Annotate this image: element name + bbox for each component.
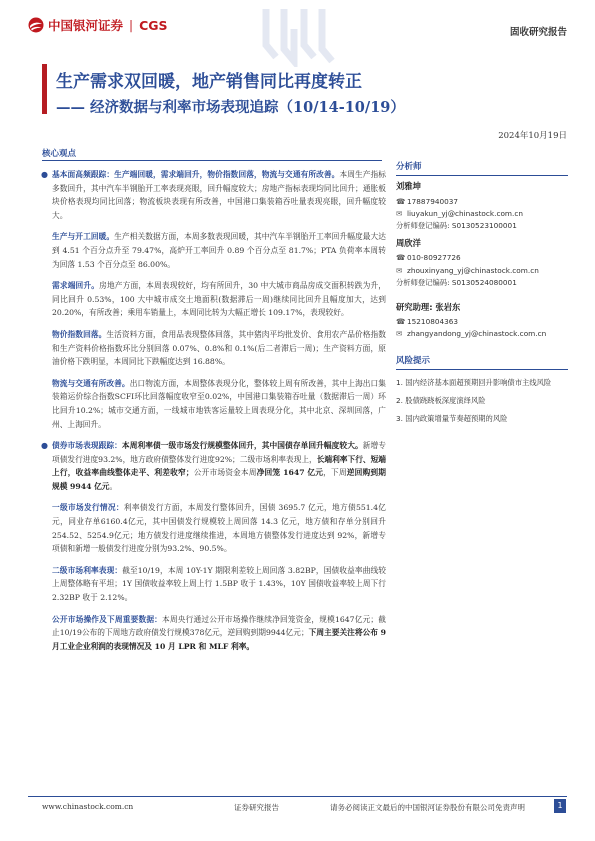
document-type: 固收研究报告 [509,27,567,38]
phone-text: 15210804363 [407,316,459,326]
paragraph-demand [52,279,386,320]
paragraph-lead: 债券市场表现跟踪： [52,441,122,451]
paragraph-text: 本周央行通过公开市场操作继续净回笼资金，规模1647亿元；截止10/19公布的下周地方政府债发行规模378亿元，逆回购到期9944亿元； [52,614,386,638]
analyst-card [396,180,568,233]
risk-list [396,374,568,428]
bullet-icon: ● [41,170,48,179]
paragraph-primary-market [52,501,386,555]
paragraph-lead: 需求端回升。 [52,281,100,291]
report-date: 2024年10月19日 [498,131,567,141]
paragraph-text: 。 [109,481,118,491]
paragraph-lead: 生产与开工回暖。 [52,232,115,242]
galaxy-logo-icon [28,17,44,33]
analyst-license: 分析师登记编码: S0130524080001 [396,277,517,287]
paragraph-text: 房地产方面，本周表现较好，均有所回升，30 中大城市商品房成交面积转跌为升，同比回升 0.53%，100 大中城市成交土地面积(数据滞后一周)继续同比回升且幅度加大，达到 20.20%，有所改善；乘用车销量上，本周同比转为大幅正增长 109.17%，表现较好。 [52,281,386,318]
logo-cn-text: 中国银河证券 [48,18,124,33]
analyst-phone [396,195,568,208]
paragraph-text: 生产相关数据方面，本周多数表现回暖，其中汽车半钢胎开工率回升幅度最大达到 4.51 个百分点升至 79.47%，高炉开工率回升 0.89 个百分点至 81.7%；PTA 负荷率本周转为回落 1.53 个百分点至 86.00%。 [52,232,386,269]
paragraph-open-market [52,613,386,654]
footer-divider [28,796,567,797]
analyst-card [396,237,568,290]
analyst-email[interactable] [396,208,568,221]
title-accent-bar [42,64,47,114]
mail-icon: ✉ [396,265,403,275]
report-title: 生产需求双回暖，地产销售同比再度转正 [56,72,362,92]
assistant-email[interactable] [396,328,568,341]
core-views-divider [42,160,382,161]
paragraph-bond-market [41,439,386,493]
main-content [41,168,386,661]
paragraph-strong: 本周利率债一级市场发行规模整体回升，其中国债存单回升幅度较大。 [121,441,363,451]
company-logo [28,16,168,34]
paragraph-lead: 物价指数回落。 [52,329,107,339]
paragraph-lead: 二级市场利率表现： [52,565,123,575]
page-number: 1 [554,799,566,813]
paragraph-secondary-market [52,564,386,605]
paragraph-lead: 公开市场操作及下周重要数据： [52,614,163,624]
paragraph-lead: 基本面高频跟踪：生产端回暖，需求端回升，物价指数回落，物流与交通有所改善。 [52,170,340,179]
paragraph-text: 出口物流方面，本周整体表现分化，整体较上周有所改善，其中上海出口集装箱运价综合指数SCFI环比回落幅度收窄至0.02%，中国港口集装箱吞吐量（数据滞后一周）环比回升10.2%；城市交通方面，一线城市地铁客运量较上周表现分化，其中北京、深圳回落，广州、上海回升。 [52,378,386,429]
phone-icon: ☎ [396,196,406,206]
footer-website-link[interactable]: www.chinastock.com.cn [42,802,134,811]
paragraph-lead: 一级市场发行情况： [52,503,124,513]
analyst-phone [396,252,568,265]
paragraph-prices [52,328,386,369]
mail-icon: ✉ [396,329,403,339]
paragraph-strong: 下周主要关注将公布 9 月工业企业利润的表现情况及 10 月 LPR 和 MLF 利率。 [52,628,386,651]
risk-item: 3. 国内政策增量节奏超预期的风险 [396,414,508,423]
analyst-name: 周欣洋 [396,237,421,248]
logo-separator: | [129,18,134,32]
phone-text: 010-80927726 [407,253,461,263]
email-text[interactable]: liuyakun_yj@chinastock.com.cn [407,209,523,219]
risk-item: 2. 股债跷跷板深度演绎风险 [396,396,486,405]
mail-icon: ✉ [396,209,403,219]
risk-heading: 风险提示 [396,354,568,370]
analyst-license: 分析师登记编码: S0130523100001 [396,221,517,231]
paragraph-text: 利率债发行方面，本周发行整体回升，国债 3695.7 亿元，地方债551.4亿元，同业存单6160.4亿元，其中国债发行规模较上周回落 14.3 亿元，地方债和存单分别回升 254.52、5254.9亿元；地方债发行进度继续推进，本周地方债整体发行进度达到 92%，新增专项债和新增一般债发行进度分别为93.2%、90.5%。 [52,503,386,554]
footer-report-type: 证券研究报告 [234,803,279,812]
assistant-name: 研究助理: 张岩东 [396,302,461,312]
email-text[interactable]: zhouxinyang_yj@chinastock.com.cn [407,265,539,275]
paragraph-text: 公开市场资金本周 [193,468,257,478]
paragraph-text: 新增专项债发行进度93.2%，地方政府债整体发行进度92%；二级市场利率表现上， [52,441,386,464]
phone-icon: ☎ [396,316,406,326]
analyst-email[interactable] [396,264,568,277]
paragraph-text: 截至10/19，本周 10Y-1Y 期限利差较上周回落 3.82BP，国债收益率曲线较上周整体略有平坦；1Y 国债收益率较上周上行 1.5BP 收于 1.43%，10Y 国债收益率较上周下行 2.32BP 收于 2.12%。 [52,565,386,603]
phone-icon: ☎ [396,253,406,263]
paragraph-fundamentals [41,168,386,222]
paragraph-lead: 物流与交通有所改善。 [52,378,130,388]
email-text[interactable]: zhangyandong_yj@chinastock.com.cn [407,329,547,339]
sidebar [396,160,568,428]
paragraph-strong: 逆回购到期规模 9944 亿元 [52,468,386,491]
analyst-heading: 分析师 [396,160,568,176]
paragraph-text: 本周生产指标多数回升，其中汽车半钢胎开工率表现亮眼，回升幅度较大；房地产指标表现均同比回升；通胀板块价格表现均同比回落；物流板块表现有所改善，中国港口集装箱吞吐量表现亮眼，回升幅度较大。 [52,170,386,220]
analyst-name: 刘雅坤 [396,181,421,191]
phone-text: 17887940037 [407,196,459,206]
assistant-phone [396,315,568,328]
paragraph-text: ，下周 [323,468,347,478]
paragraph-text: 生活资料方面，食用品表现整体回落，其中猪肉平均批发价、食用农产品价格指数和生产资料价格指数环比分别回落 0.07%、0.8%和 0.1%(后二者滞后一周)；生产资料方面，原油价格下跌明显，本周同比下跌幅度达到 16.88%。 [52,329,386,367]
bullet-icon: ● [41,441,48,451]
paragraph-logistics [52,377,386,431]
core-views-label: 核心观点 [42,149,77,159]
footer-disclaimer: 请务必阅读正文最后的中国银河证券股份有限公司免责声明 [330,803,525,812]
cgs-watermark [258,5,338,67]
risk-item: 1. 国内经济基本面超预期回升影响债市主线风险 [396,378,552,387]
report-subtitle: —— 经济数据与利率市场表现追踪（10/14-10/19） [56,99,405,116]
logo-en-text: CGS [139,17,168,33]
paragraph-strong: 长端利率下行、短端上行，收益率曲线整体走平、利差收窄； [52,454,386,478]
assistant-card [396,301,568,340]
paragraph-production [52,230,386,271]
paragraph-strong: 净回笼 1647 亿元 [256,468,324,478]
